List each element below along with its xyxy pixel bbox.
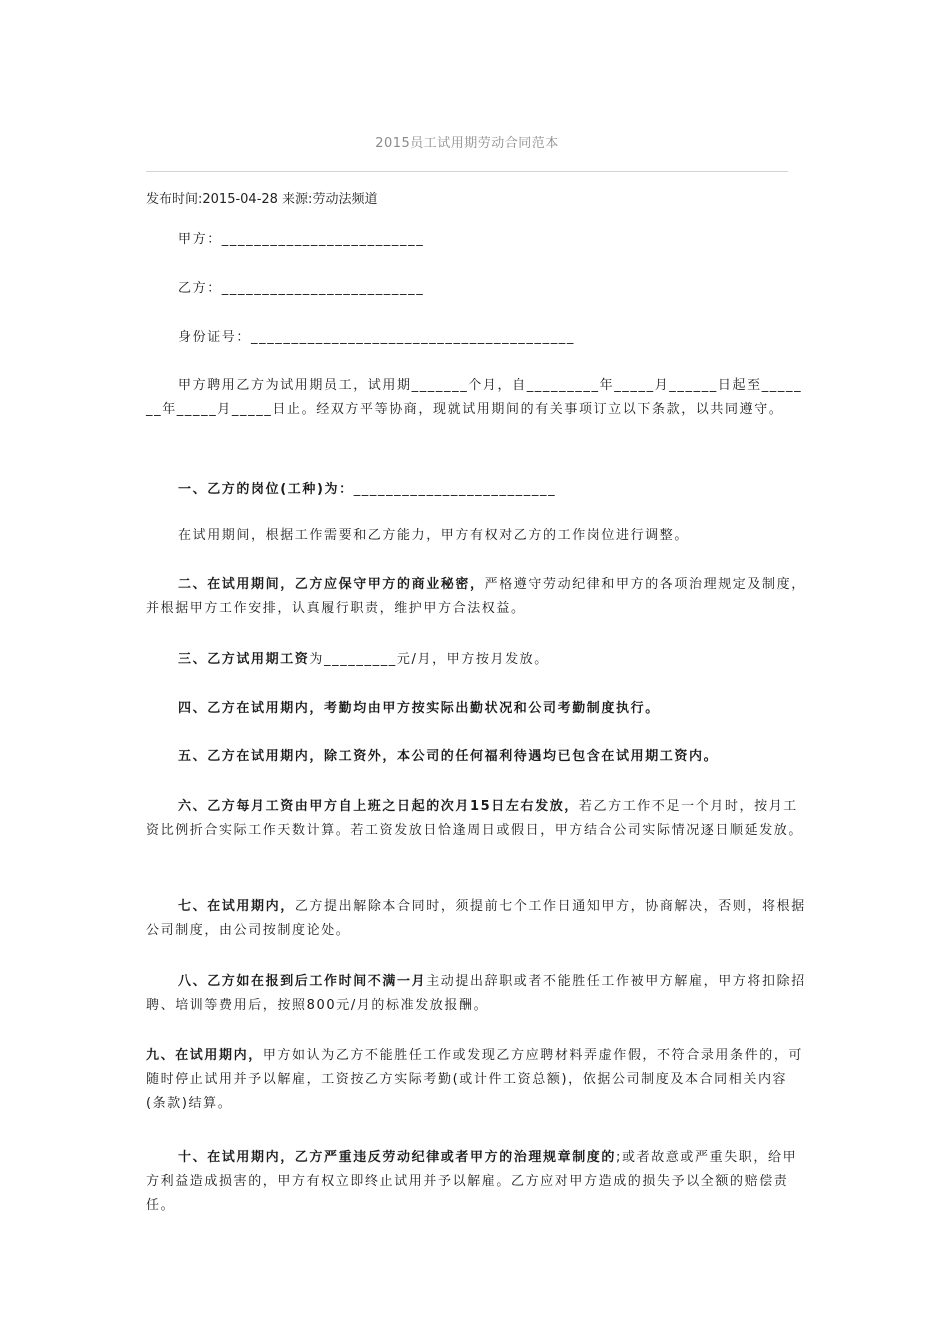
- clause-heading: 七、在试用期内，: [178, 899, 295, 914]
- party-a-line: 甲方：_________________________: [178, 232, 425, 247]
- clause-heading: 五、乙方在试用期内，除工资外，本公司的任何福利待遇均已包含在试用期工资内。: [178, 749, 719, 764]
- document-title: 2015员工试用期劳动合同范本: [375, 136, 559, 151]
- clause-3: [146, 648, 806, 672]
- clause-heading: 十、在试用期内，乙方严重违反劳动纪律或者甲方的治理规章制度的: [178, 1150, 617, 1165]
- clause-7: [146, 895, 806, 943]
- clause-body: 在试用期间，根据工作需要和乙方能力，甲方有权对乙方的工作岗位进行调整。: [178, 528, 690, 543]
- clause-5: [146, 745, 806, 769]
- clause-body: 为_________元/月，甲方按月发放。: [309, 652, 549, 667]
- clause-heading: 一、乙方的岗位(工种)为：: [178, 482, 354, 497]
- clause-6: [146, 795, 806, 843]
- clause-body: ;或者故意或严重失职，给甲方利益造成损害的，甲方有权立即终止试用并予以解雇。乙方应对甲方造成的损失予以全额的赔偿责任。: [146, 1150, 798, 1213]
- clause-1: [146, 478, 806, 502]
- clause-9: [146, 1044, 806, 1116]
- clause-heading: 九、在试用期内，: [146, 1048, 263, 1063]
- clause-10: [146, 1146, 806, 1218]
- clause-body: 主动提出辞职或者不能胜任工作被甲方解雇，甲方将扣除招聘、培训等费用后，按照800元/月的标准发放报酬。: [146, 974, 806, 1013]
- intro-paragraph: 甲方聘用乙方为试用期员工，试用期_______个月，自_________年_____月______日起至_______年_____月_____日止。经双方平等协商，现就试用期间的有关事项订立以下条款，以共同遵守。: [146, 378, 803, 417]
- clause-2: [146, 573, 806, 621]
- publish-meta: 发布时间:2015-04-28 来源:劳动法频道: [146, 192, 378, 207]
- clause-heading: 三、乙方试用期工资: [178, 652, 310, 667]
- clause-body: 乙方提出解除本合同时，须提前七个工作日通知甲方，协商解决，否则，将根据公司制度，由公司按制度论处。: [146, 899, 806, 938]
- clause-body: 甲方如认为乙方不能胜任工作或发现乙方应聘材料弄虚作假，不符合录用条件的，可随时停止试用并予以解雇，工资按乙方实际考勤(或计件工资总额)，依据公司制度及本合同相关内容(条款)结算。: [146, 1048, 804, 1111]
- clause-heading: 八、乙方如在报到后工作时间不满一月: [178, 974, 427, 989]
- party-b-line: 乙方：_________________________: [178, 281, 425, 296]
- clause-1-note: [146, 524, 806, 548]
- clause-body: 若乙方工作不足一个月时，按月工资比例折合实际工作天数计算。若工资发放日恰逢周日或假日，甲方结合公司实际情况逐日顺延发放。: [146, 799, 804, 838]
- clause-heading: 二、在试用期间，乙方应保守甲方的商业秘密，: [178, 577, 485, 592]
- clause-4: [146, 697, 806, 721]
- id-number-line: 身份证号：________________________________________: [178, 330, 575, 345]
- clause-heading: 六、乙方每月工资由甲方自上班之日起的次月15日左右发放，: [178, 799, 579, 814]
- title-divider: [146, 171, 788, 172]
- clause-body: 严格遵守劳动纪律和甲方的各项治理规定及制度，并根据甲方工作安排，认真履行职责，维护甲方合法权益。: [146, 577, 806, 616]
- clause-8: [146, 970, 806, 1018]
- clause-heading: 四、乙方在试用期内，考勤均由甲方按实际出勤状况和公司考勤制度执行。: [178, 701, 660, 716]
- clause-body: _________________________: [353, 482, 557, 497]
